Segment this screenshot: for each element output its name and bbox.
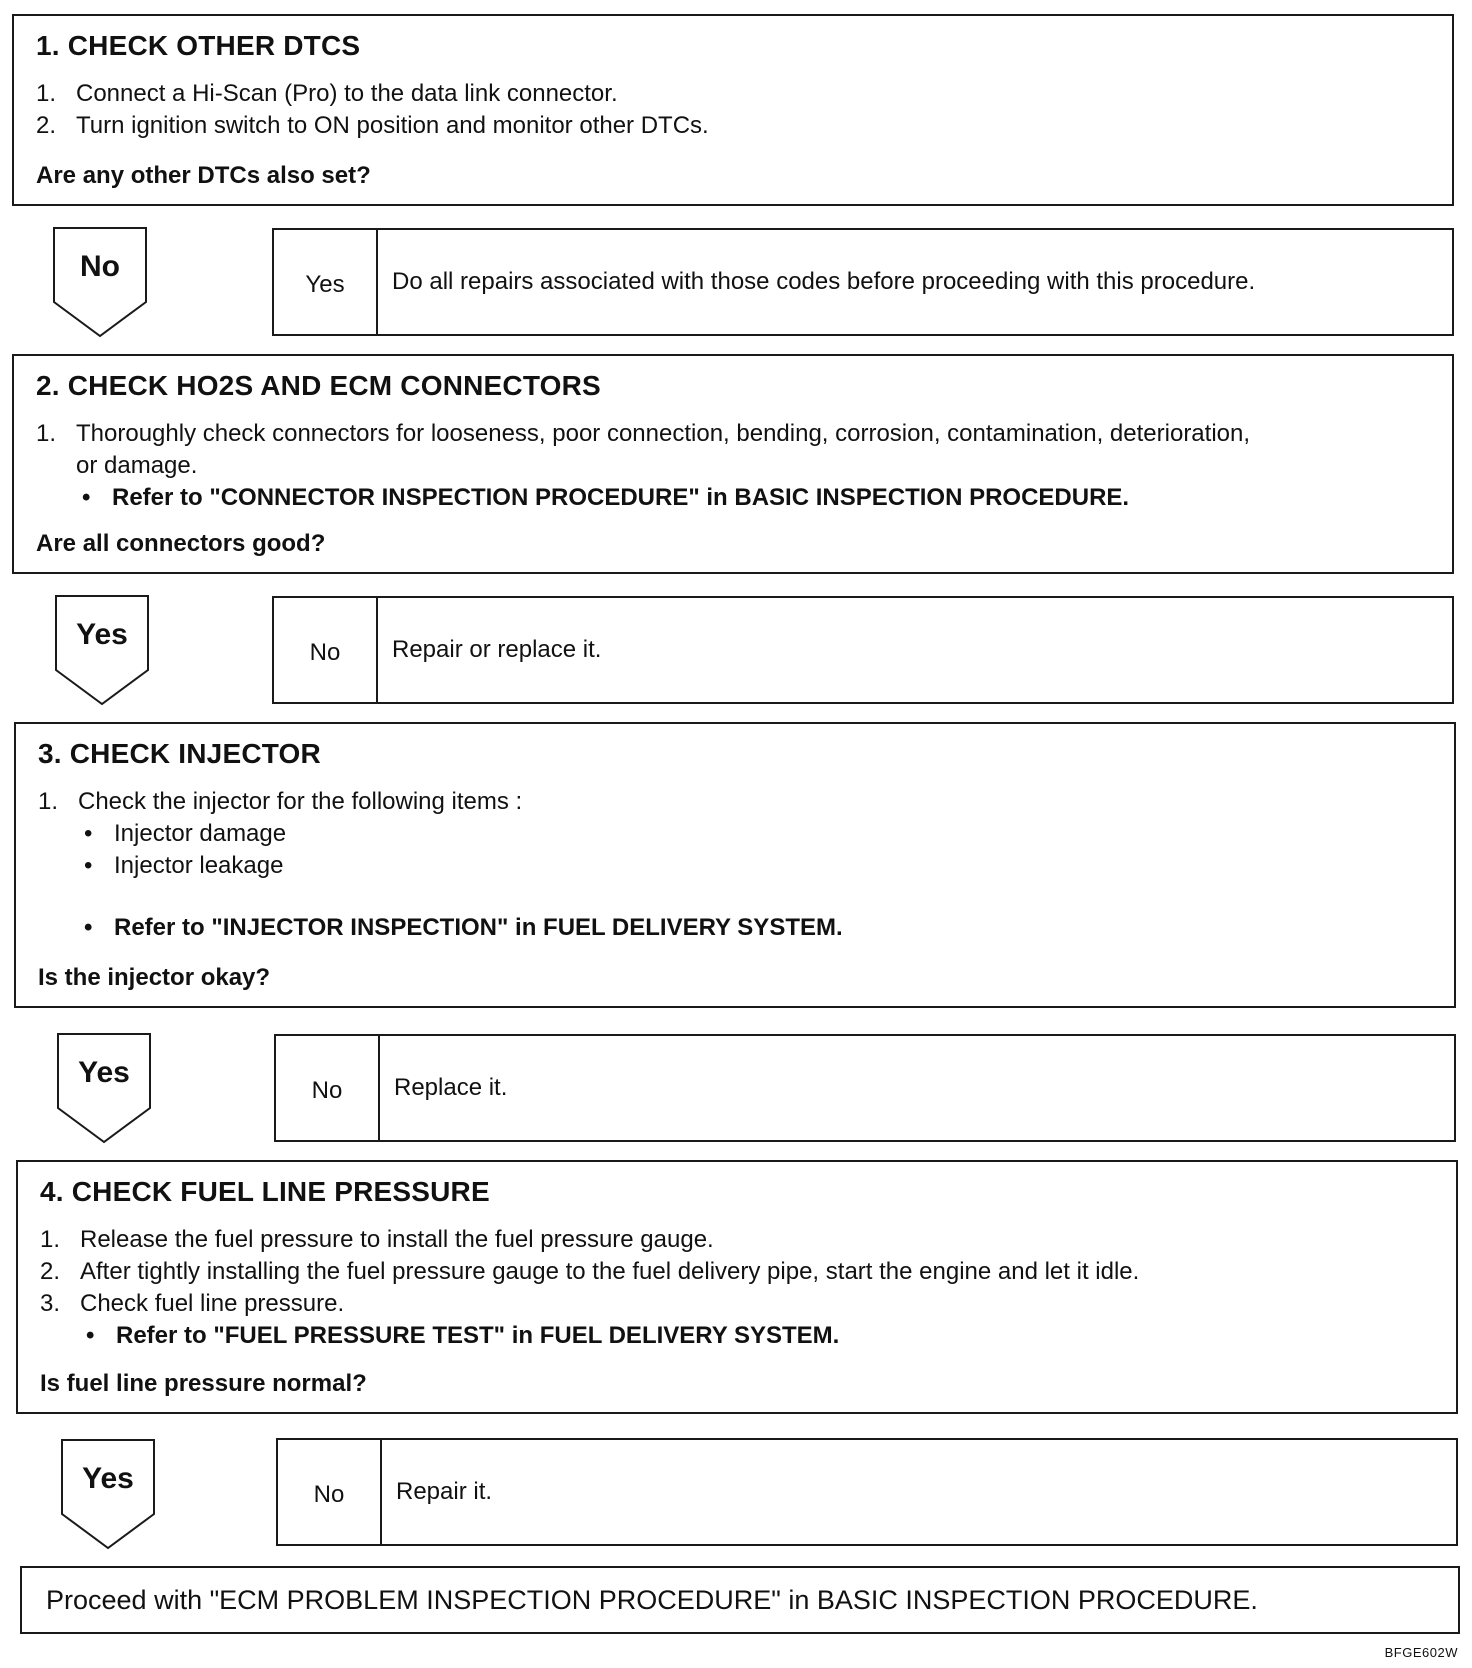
reference-list: [38, 912, 1454, 944]
instruction-list: [36, 78, 1452, 142]
branch-box: [272, 596, 1454, 704]
bullet-item: • Injector damage: [78, 818, 1454, 850]
step-title: 3. CHECK INJECTOR: [38, 738, 321, 769]
branch-box: [276, 1438, 1458, 1546]
step-title: 1. CHECK OTHER DTCS: [36, 30, 361, 61]
step-title: 2. CHECK HO2S AND ECM CONNECTORS: [36, 370, 601, 401]
instruction-list: [38, 786, 1454, 818]
step-question: Are all connectors good?: [36, 530, 326, 557]
bullet-item: • Injector leakage: [78, 850, 1454, 882]
step-question: Are any other DTCs also set?: [36, 162, 371, 189]
reference-list: [36, 482, 1452, 514]
reference-list: [40, 1320, 1456, 1352]
step-2-box: [12, 354, 1454, 574]
step-3-box: [14, 722, 1456, 1008]
flow-arrow-yes: Yes: [56, 1032, 152, 1144]
reference-note: • Refer to "FUEL PRESSURE TEST" in FUEL DELIVERY SYSTEM.: [80, 1320, 1456, 1352]
step-question: Is the injector okay?: [38, 964, 271, 991]
final-action-text: Proceed with "ECM PROBLEM INSPECTION PROCEDURE" in BASIC INSPECTION PROCEDURE.: [46, 1584, 1258, 1615]
instruction-list: [40, 1224, 1456, 1320]
branch-action: Repair or replace it.: [392, 636, 602, 663]
step-title: 4. CHECK FUEL LINE PRESSURE: [40, 1176, 490, 1207]
item-bullets: [38, 818, 1454, 882]
list-item: 2. Turn ignition switch to ON position and monitor other DTCs.: [36, 112, 709, 139]
reference-note: • Refer to "INJECTOR INSPECTION" in FUEL DELIVERY SYSTEM.: [78, 912, 1454, 944]
step-1-box: [12, 14, 1454, 206]
branch-key: No: [276, 1036, 380, 1140]
list-item: 1. Release the fuel pressure to install the fuel pressure gauge.: [40, 1226, 714, 1253]
branch-key: No: [278, 1440, 382, 1544]
flow-arrow-yes: Yes: [54, 594, 150, 706]
list-item: 1. Check the injector for the following items :: [38, 788, 523, 815]
list-item: 3. Check fuel line pressure.: [40, 1290, 345, 1317]
branch-action: Do all repairs associated with those codes before proceeding with this procedure.: [392, 268, 1256, 295]
reference-note: • Refer to "CONNECTOR INSPECTION PROCEDURE" in BASIC INSPECTION PROCEDURE.: [76, 482, 1452, 514]
step-4-box: [16, 1160, 1458, 1414]
branch-box: [272, 228, 1454, 336]
figure-code: BFGE602W: [1384, 1645, 1458, 1660]
branch-action: Replace it.: [394, 1074, 508, 1101]
branch-action: Repair it.: [396, 1478, 493, 1505]
list-item: 1. Connect a Hi-Scan (Pro) to the data link connector.: [36, 80, 618, 107]
final-action-box: [20, 1566, 1460, 1634]
branch-key: Yes: [274, 230, 378, 334]
flow-arrow-no: No: [52, 226, 148, 338]
branch-key: No: [274, 598, 378, 702]
branch-box: [274, 1034, 1456, 1142]
list-item: 1. Thoroughly check connectors for looseness, poor connection, bending, corrosion, contamination, deterioration, or damage.: [36, 420, 1251, 479]
list-item: 2. After tightly installing the fuel pressure gauge to the fuel delivery pipe, start the engine and let it idle.: [40, 1258, 1140, 1285]
step-question: Is fuel line pressure normal?: [40, 1370, 367, 1397]
instruction-list: [36, 418, 1452, 482]
flow-arrow-yes: Yes: [60, 1438, 156, 1550]
